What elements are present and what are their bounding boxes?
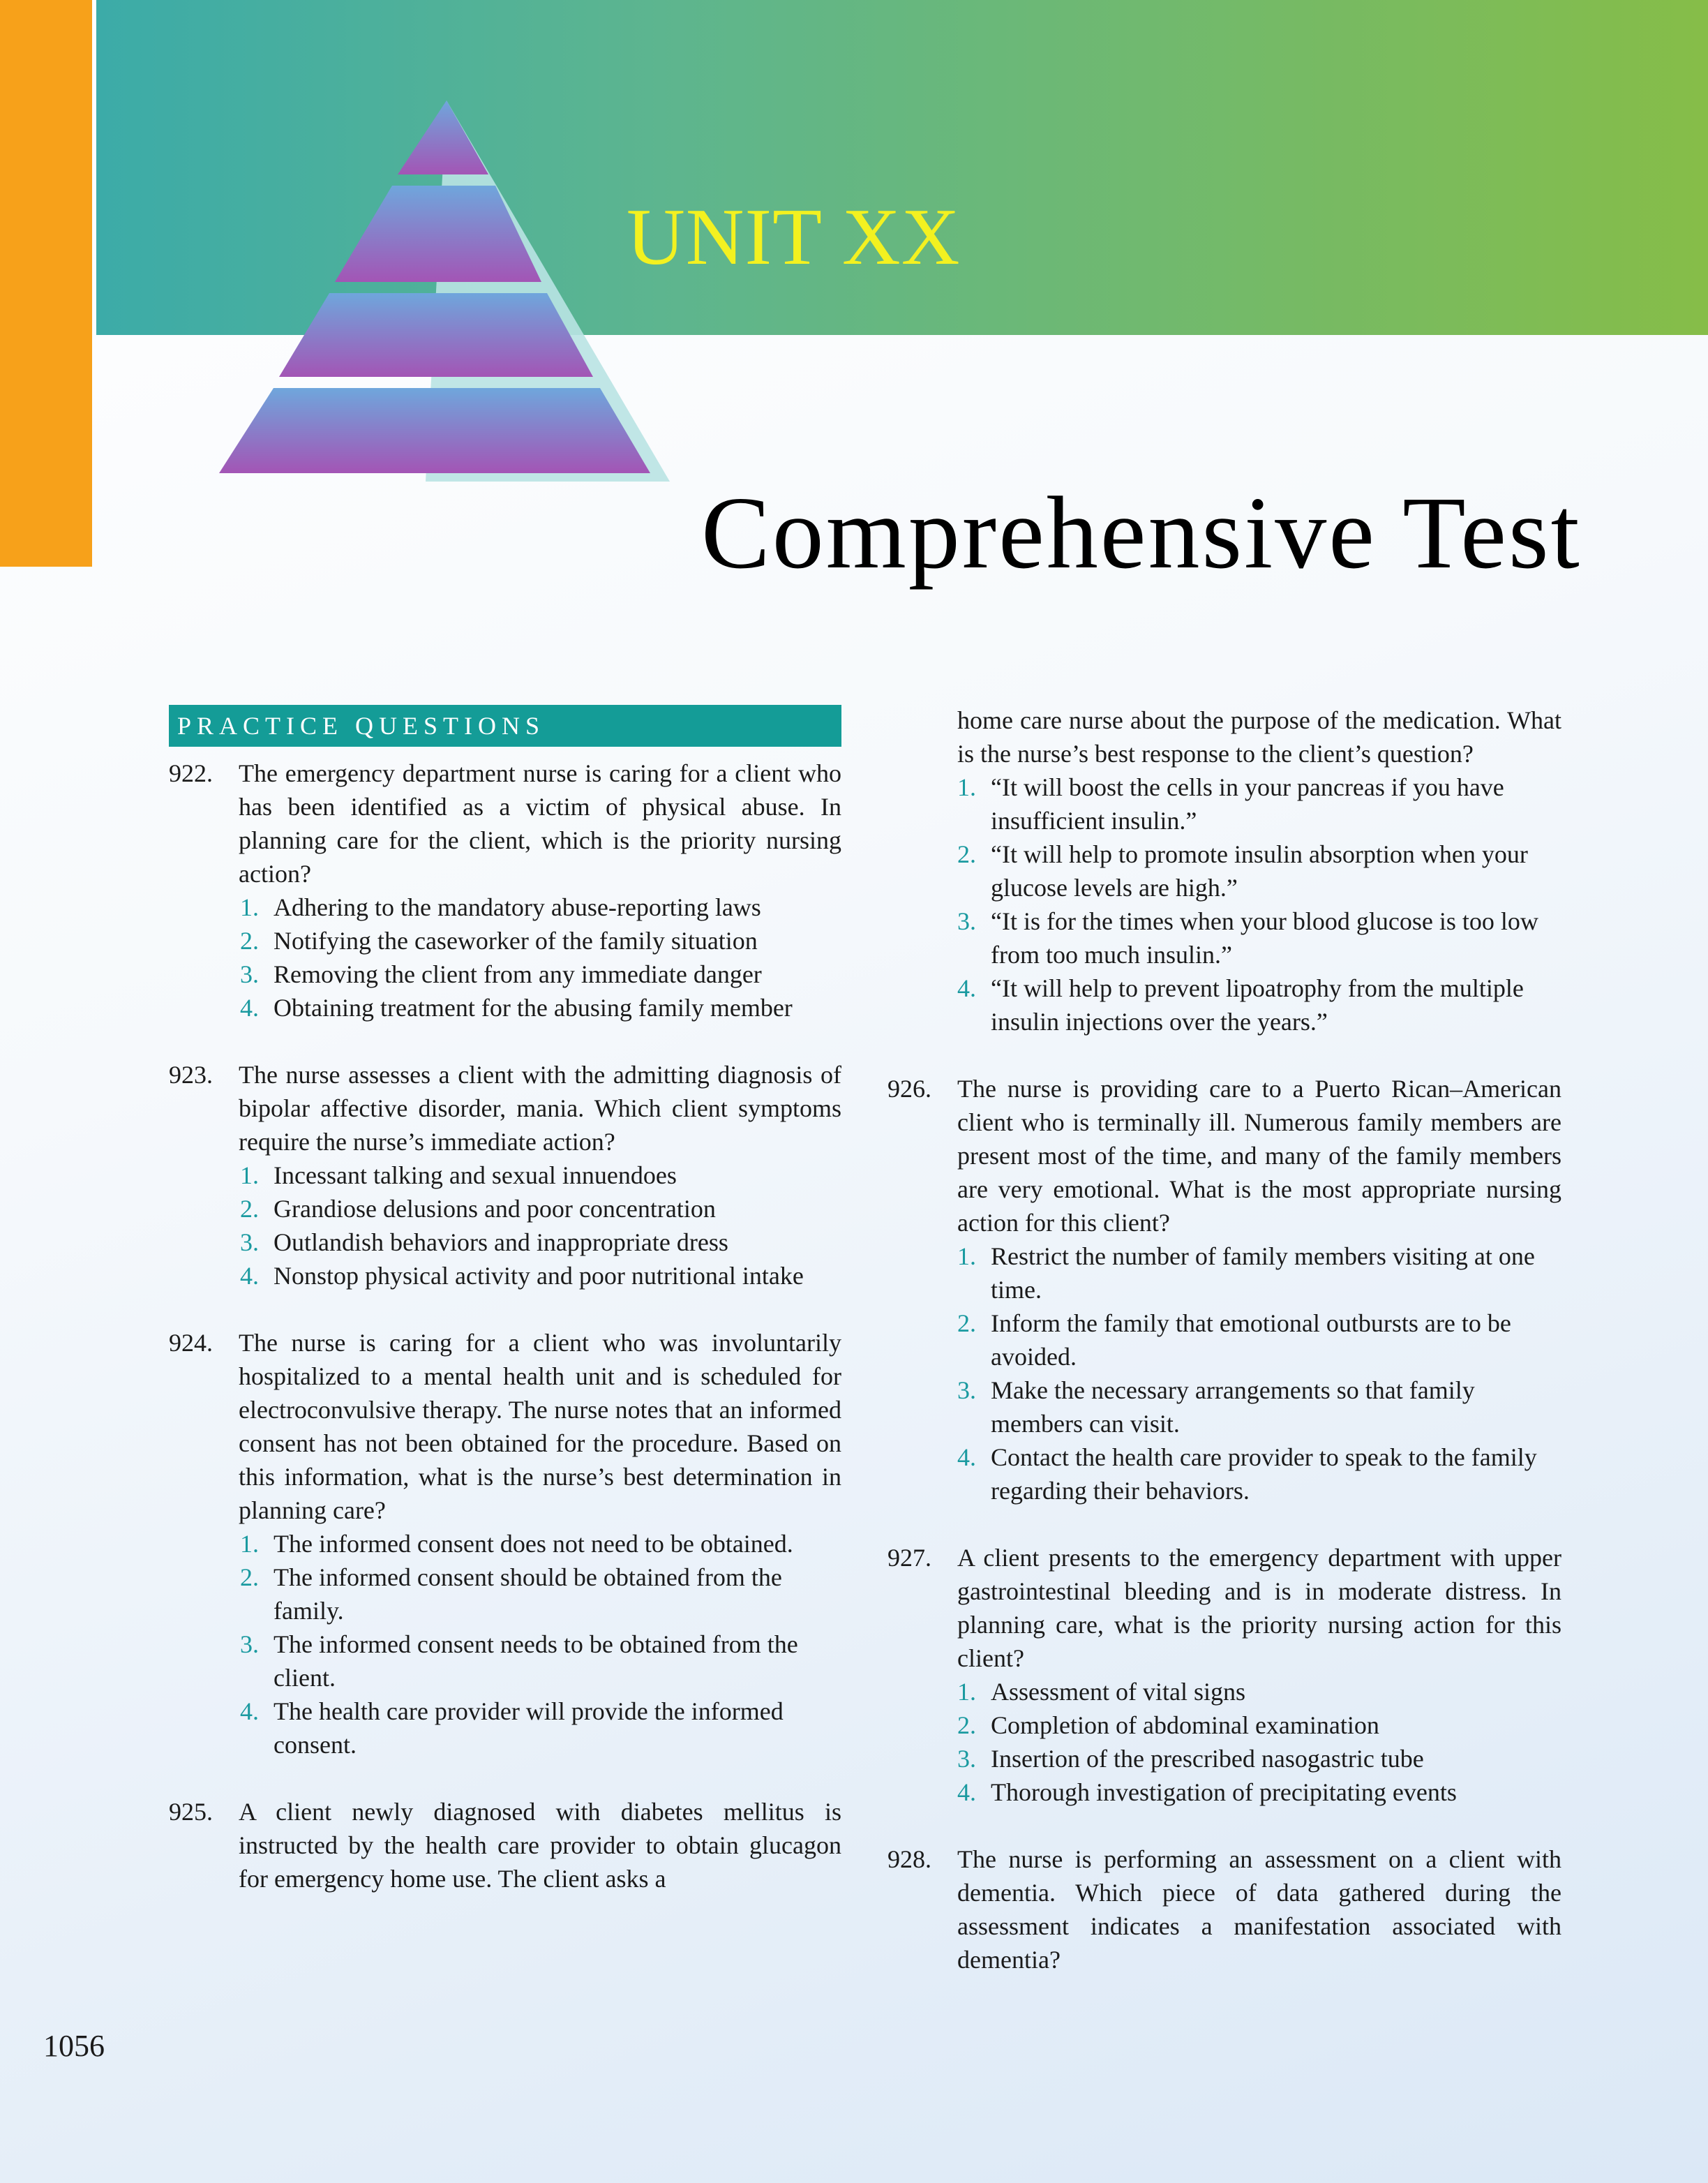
option-number: 2. <box>240 1563 259 1591</box>
option[interactable] <box>240 958 841 991</box>
option-number: 4. <box>957 1443 976 1471</box>
page-title: Comprehensive Test <box>701 476 1582 590</box>
question-stem: The emergency department nurse is caring for a client who has been identified as a victim of physical abuse. In planning care for the client, which is the priority nursing action? <box>239 759 841 888</box>
option-text: Adhering to the mandatory abuse-reporting laws <box>274 893 761 921</box>
option[interactable] <box>957 1775 1561 1809</box>
right-column <box>887 703 1561 2010</box>
question-stem: The nurse is caring for a client who was involuntarily hospitalized to a mental health unit and is scheduled for electroconvulsive therapy. The nurse notes that an informed consent has not been obtained for the procedure. Based on this information, what is the nurse’s best determination in planning care? <box>239 1329 841 1524</box>
option[interactable] <box>240 1627 841 1694</box>
option[interactable] <box>240 1259 841 1292</box>
question-number: 924. <box>169 1329 213 1357</box>
option-number: 3. <box>240 960 259 988</box>
pyramid-graphic <box>209 91 670 489</box>
option[interactable] <box>240 1158 841 1192</box>
option-number: 2. <box>240 927 259 955</box>
options-list <box>240 891 841 1025</box>
question-number: 928. <box>887 1845 931 1873</box>
question-926 <box>887 1072 1561 1507</box>
option-text: Insertion of the prescribed nasogastric tube <box>991 1745 1424 1773</box>
option[interactable] <box>240 1527 841 1560</box>
orange-edge-strip <box>0 0 92 567</box>
question-stem: A client newly diagnosed with diabetes mellitus is instructed by the health care provider to obtain glucagon for emergency home use. The client asks a <box>239 1798 841 1893</box>
question-928 <box>887 1842 1561 1976</box>
question-number: 923. <box>169 1061 213 1089</box>
option[interactable] <box>957 904 1561 971</box>
option-text: Completion of abdominal examination <box>991 1711 1379 1739</box>
option[interactable] <box>240 891 841 924</box>
option-text: Thorough investigation of precipitating events <box>991 1778 1457 1806</box>
question-925 <box>169 1795 841 1895</box>
option-text: The health care provider will provide the informed consent. <box>274 1697 784 1759</box>
options-list <box>240 1158 841 1292</box>
option-number: 2. <box>957 1711 976 1739</box>
option-number: 2. <box>957 840 976 868</box>
option-text: Make the necessary arrangements so that family members can visit. <box>991 1376 1475 1438</box>
option-number: 2. <box>957 1309 976 1337</box>
option[interactable] <box>240 1192 841 1225</box>
option-text: Nonstop physical activity and poor nutritional intake <box>274 1262 804 1290</box>
question-stem: The nurse is providing care to a Puerto Rican–American client who is terminally ill. Numerous family members are present most of the time, and many of the family members are very emotional. What is the most appropriate nursing action for this client? <box>957 1075 1561 1237</box>
option[interactable] <box>957 1742 1561 1775</box>
option-text: The informed consent does not need to be obtained. <box>274 1530 793 1558</box>
option-text: “It will help to prevent lipoatrophy from the multiple insulin injections over the years.” <box>991 974 1524 1036</box>
option-text: Restrict the number of family members visiting at one time. <box>991 1242 1535 1304</box>
option-text: Inform the family that emotional outbursts are to be avoided. <box>991 1309 1511 1371</box>
option[interactable] <box>957 770 1561 837</box>
option-text: “It is for the times when your blood glucose is too low from too much insulin.” <box>991 907 1538 969</box>
option-text: “It will help to promote insulin absorption when your glucose levels are high.” <box>991 840 1528 902</box>
option[interactable] <box>957 971 1561 1038</box>
page-number: 1056 <box>43 2029 105 2063</box>
option-number: 3. <box>957 907 976 935</box>
option[interactable] <box>957 1708 1561 1742</box>
question-925-continued <box>887 703 1561 1038</box>
option-number: 4. <box>240 1262 259 1290</box>
option[interactable] <box>240 1560 841 1627</box>
options-list <box>957 1239 1561 1507</box>
question-stem: The nurse is performing an assessment on a client with dementia. Which piece of data gathered during the assessment indicates a manifestation associated with dementia? <box>957 1845 1561 1974</box>
option-number: 3. <box>240 1228 259 1256</box>
option[interactable] <box>957 1306 1561 1373</box>
option[interactable] <box>240 924 841 958</box>
question-stem: The nurse assesses a client with the admitting diagnosis of bipolar affective disorder, mania. Which client symptoms require the nurse’s immediate action? <box>239 1061 841 1156</box>
option-number: 3. <box>957 1376 976 1404</box>
option[interactable] <box>240 1225 841 1259</box>
question-number: 926. <box>887 1075 931 1103</box>
option-text: The informed consent should be obtained from the family. <box>274 1563 782 1625</box>
option-text: Incessant talking and sexual innuendoes <box>274 1161 677 1189</box>
question-924 <box>169 1326 841 1761</box>
option-number: 1. <box>240 1161 259 1189</box>
options-list <box>957 1675 1561 1809</box>
option[interactable] <box>957 837 1561 904</box>
option[interactable] <box>957 1373 1561 1440</box>
option-text: Contact the health care provider to speak to the family regarding their behaviors. <box>991 1443 1537 1505</box>
option[interactable] <box>957 1440 1561 1507</box>
option-number: 1. <box>240 1530 259 1558</box>
option-text: Notifying the caseworker of the family situation <box>274 927 758 955</box>
unit-title: UNIT XX <box>627 193 961 282</box>
option-number: 3. <box>240 1630 259 1658</box>
question-number: 927. <box>887 1544 931 1572</box>
option-number: 1. <box>957 773 976 801</box>
option-text: Assessment of vital signs <box>991 1678 1245 1706</box>
question-number: 922. <box>169 759 213 787</box>
option-number: 1. <box>957 1242 976 1270</box>
option[interactable] <box>240 1694 841 1761</box>
option-number: 4. <box>957 974 976 1002</box>
option-number: 4. <box>240 1697 259 1725</box>
options-list <box>240 1527 841 1761</box>
option-number: 3. <box>957 1745 976 1773</box>
option-text: Outlandish behaviors and inappropriate dress <box>274 1228 728 1256</box>
option-number: 4. <box>957 1778 976 1806</box>
question-stem-continued: home care nurse about the purpose of the medication. What is the nurse’s best response to the client’s question? <box>957 706 1561 768</box>
option[interactable] <box>957 1675 1561 1708</box>
option[interactable] <box>957 1239 1561 1306</box>
option-number: 1. <box>957 1678 976 1706</box>
question-922 <box>169 757 841 1025</box>
section-heading: PRACTICE QUESTIONS <box>169 705 841 747</box>
left-column <box>169 705 841 1929</box>
question-stem: A client presents to the emergency department with upper gastrointestinal bleeding and is in moderate distress. In planning care, what is the priority nursing action for this client? <box>957 1544 1561 1672</box>
question-927 <box>887 1541 1561 1809</box>
option-number: 4. <box>240 994 259 1022</box>
question-number: 925. <box>169 1798 213 1826</box>
option-number: 1. <box>240 893 259 921</box>
options-list <box>957 770 1561 1038</box>
option-text: Grandiose delusions and poor concentration <box>274 1195 716 1223</box>
option-text: Obtaining treatment for the abusing family member <box>274 994 793 1022</box>
option[interactable] <box>240 991 841 1025</box>
question-923 <box>169 1058 841 1292</box>
option-text: “It will boost the cells in your pancreas if you have insufficient insulin.” <box>991 773 1504 835</box>
option-text: The informed consent needs to be obtained from the client. <box>274 1630 798 1692</box>
option-text: Removing the client from any immediate danger <box>274 960 762 988</box>
option-number: 2. <box>240 1195 259 1223</box>
